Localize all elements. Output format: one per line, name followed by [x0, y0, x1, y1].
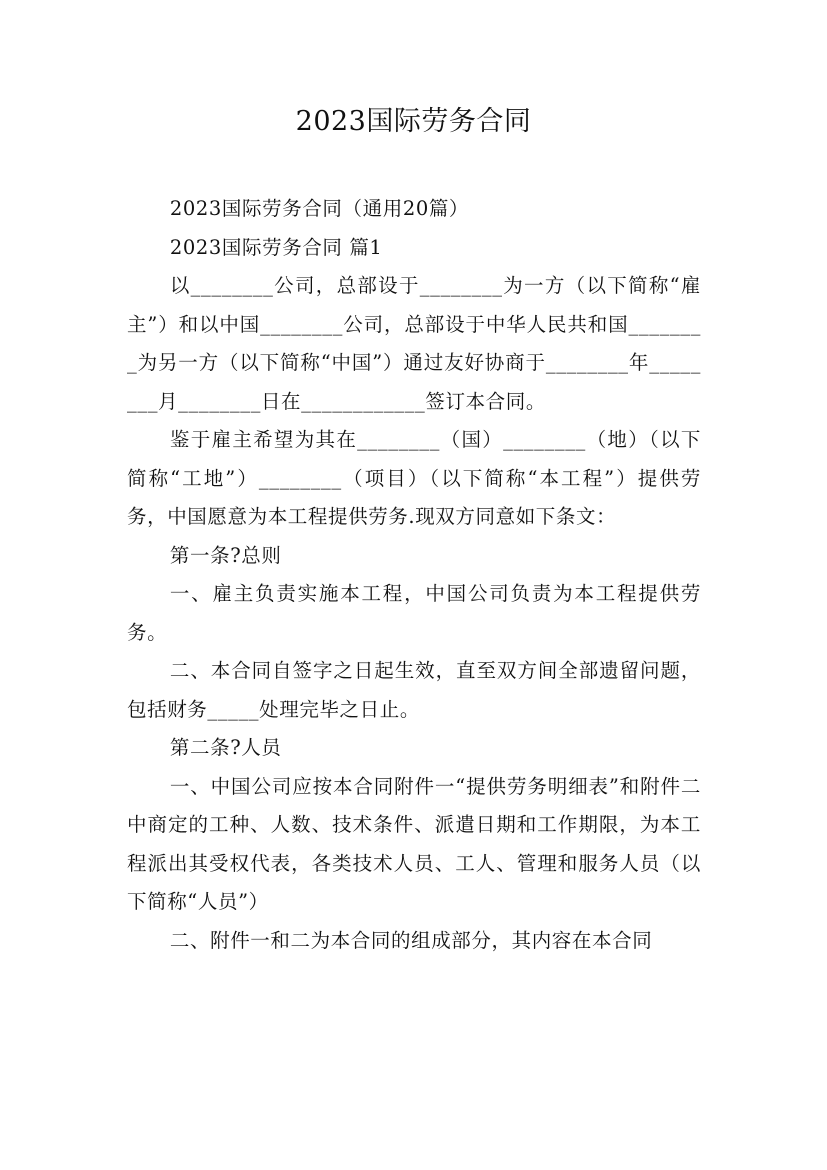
- section-heading: 2023国际劳务合同 篇1: [169, 235, 383, 259]
- paragraph: 一、中国公司应按本合同附件一“提供劳务明细表”和附件二中商定的工种、人数、技术条件、派遣日期和工作期限，为本工程派出其受权代表，各类技术人员、工人、管理和服务人员（以下简称“人员”）: [127, 774, 701, 913]
- article-heading: 第一条?总则: [169, 543, 282, 567]
- article-heading: 第二条?人员: [169, 736, 282, 759]
- paragraph: 以________公司，总部设于________为一方（以下简称“雇主”）和以中国________公司，总部设于中华人民共和国________为另一方（以下简称“中国”）通过友好协商于________年________月________日在____________签订本合同。: [127, 274, 701, 413]
- subtitle-line: 2023国际劳务合同（通用20篇）: [169, 197, 470, 220]
- paragraph: 鉴于雇主希望为其在________（国）________（地）（以下简称“工地”）________（项目）（以下简称“本工程”）提供劳务，中国愿意为本工程提供劳务.现双方同意如下条文：: [127, 428, 701, 528]
- document-title: 2023国际劳务合同: [295, 106, 532, 137]
- paragraph: 一、雇主负责实施本工程，中国公司负责为本工程提供劳务。: [127, 582, 701, 644]
- document-body: [127, 190, 701, 960]
- paragraph: 二、本合同自签字之日起生效，直至双方间全部遗留问题，包括财务_____处理完毕之日止。: [127, 659, 701, 721]
- paragraph: 二、附件一和二为本合同的组成部分，其内容在本合同: [169, 928, 653, 952]
